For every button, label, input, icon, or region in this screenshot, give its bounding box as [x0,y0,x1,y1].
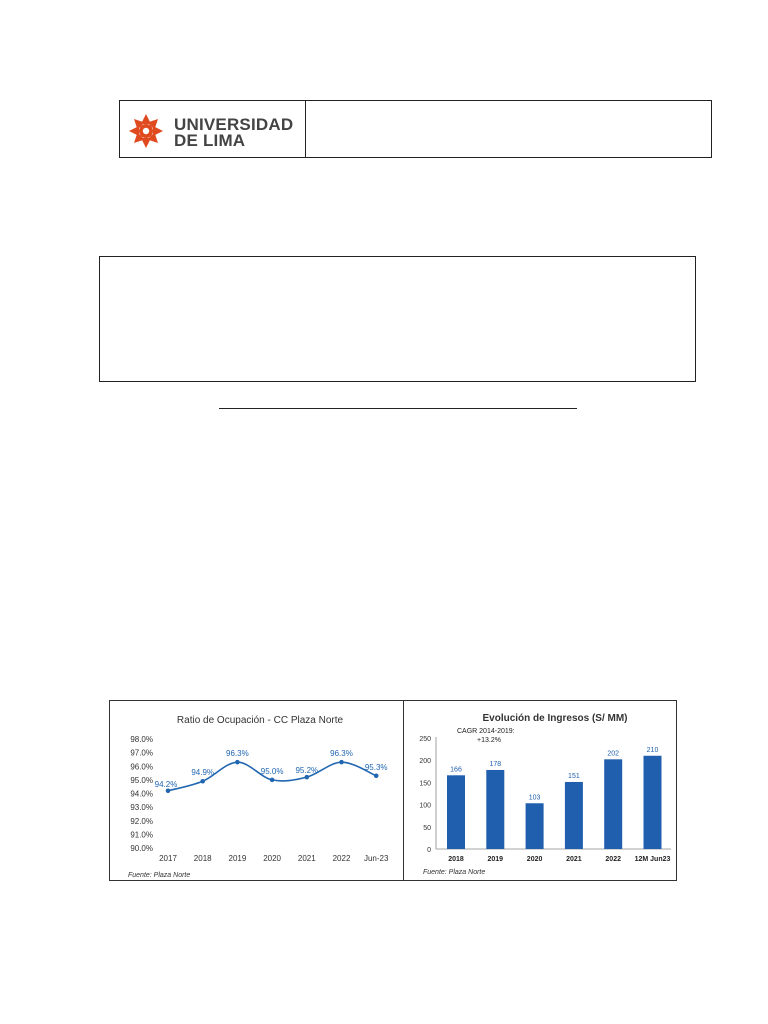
y-tick-label: 91.0% [130,830,153,840]
bar [486,770,504,849]
occupancy-line-chart [110,701,403,880]
bar [526,803,544,849]
logo-wordmark [174,117,293,149]
y-tick-label: 100 [419,802,431,810]
x-tick-label: 2018 [193,854,212,863]
chart-source: Fuente: Plaza Norte [128,872,191,879]
bar [565,782,583,849]
logo-line-2: DE LIMA [174,131,246,150]
header-table [119,100,712,158]
x-tick-label: 2018 [448,856,464,863]
data-point [235,760,240,765]
y-tick-label: 50 [423,824,431,832]
x-tick-label: 2019 [228,854,247,863]
y-tick-label: 95.0% [130,775,153,785]
bar [447,775,465,849]
x-tick-label: 2019 [487,856,504,863]
chart-title: Ratio de Ocupación - CC Plaza Norte [176,715,344,726]
y-tick-label: 93.0% [130,803,153,813]
chart-annotation-line-2: +13.2% [477,737,501,744]
data-point [339,760,344,765]
data-label: 103 [528,794,541,802]
header-empty-cell [306,101,711,157]
x-tick-label: 12M Jun23 [634,856,671,863]
data-label: 151 [568,772,580,780]
data-label: 202 [607,750,620,758]
x-tick-label: 2022 [332,854,351,863]
chart-source: Fuente: Plaza Norte [423,869,486,876]
data-label: 96.3% [330,749,353,759]
revenue-bar-chart [405,701,676,880]
chart-title: Evolución de Ingresos (S/ MM) [482,713,628,724]
data-label: 95.3% [364,762,388,772]
data-label: 94.2% [154,779,178,789]
data-label: 178 [489,760,502,768]
bar [604,759,622,849]
data-label: 166 [450,766,462,774]
data-point [166,788,171,793]
x-tick-label: 2020 [263,854,281,863]
y-tick-label: 96.0% [130,762,153,772]
y-tick-label: 250 [419,736,431,743]
data-point [305,775,310,780]
y-tick-label: 94.0% [130,789,153,799]
data-point [200,779,205,784]
y-tick-label: 98.0% [130,735,153,744]
data-point [374,773,379,778]
x-tick-label: 2022 [605,856,621,863]
header-logo-cell [120,101,306,157]
x-tick-label: 2017 [159,854,177,863]
y-tick-label: 90.0% [130,844,153,853]
data-label: 95.2% [295,766,319,776]
data-label: 95.0% [260,766,284,776]
x-tick-label: 2021 [297,854,316,863]
y-tick-label: 200 [419,758,431,766]
y-tick-label: 150 [419,780,431,788]
data-label: 96.3% [226,749,249,759]
y-tick-label: 97.0% [130,748,153,758]
bar [644,756,662,849]
empty-text-box [99,256,696,382]
data-label: 94.9% [191,768,215,778]
logo-line-1: UNIVERSIDAD [174,115,294,134]
data-point [270,778,275,783]
charts-divider [403,700,404,881]
chart-annotation-line-1: CAGR 2014-2019: [457,728,515,735]
y-tick-label: 0 [427,847,431,854]
x-tick-label: Jun-23 [363,854,389,863]
star-logo-icon [128,113,164,149]
x-tick-label: 2020 [526,856,543,863]
data-label: 210 [646,746,659,754]
x-tick-label: 2021 [566,856,582,863]
signature-line [219,408,577,409]
y-tick-label: 92.0% [130,816,153,826]
